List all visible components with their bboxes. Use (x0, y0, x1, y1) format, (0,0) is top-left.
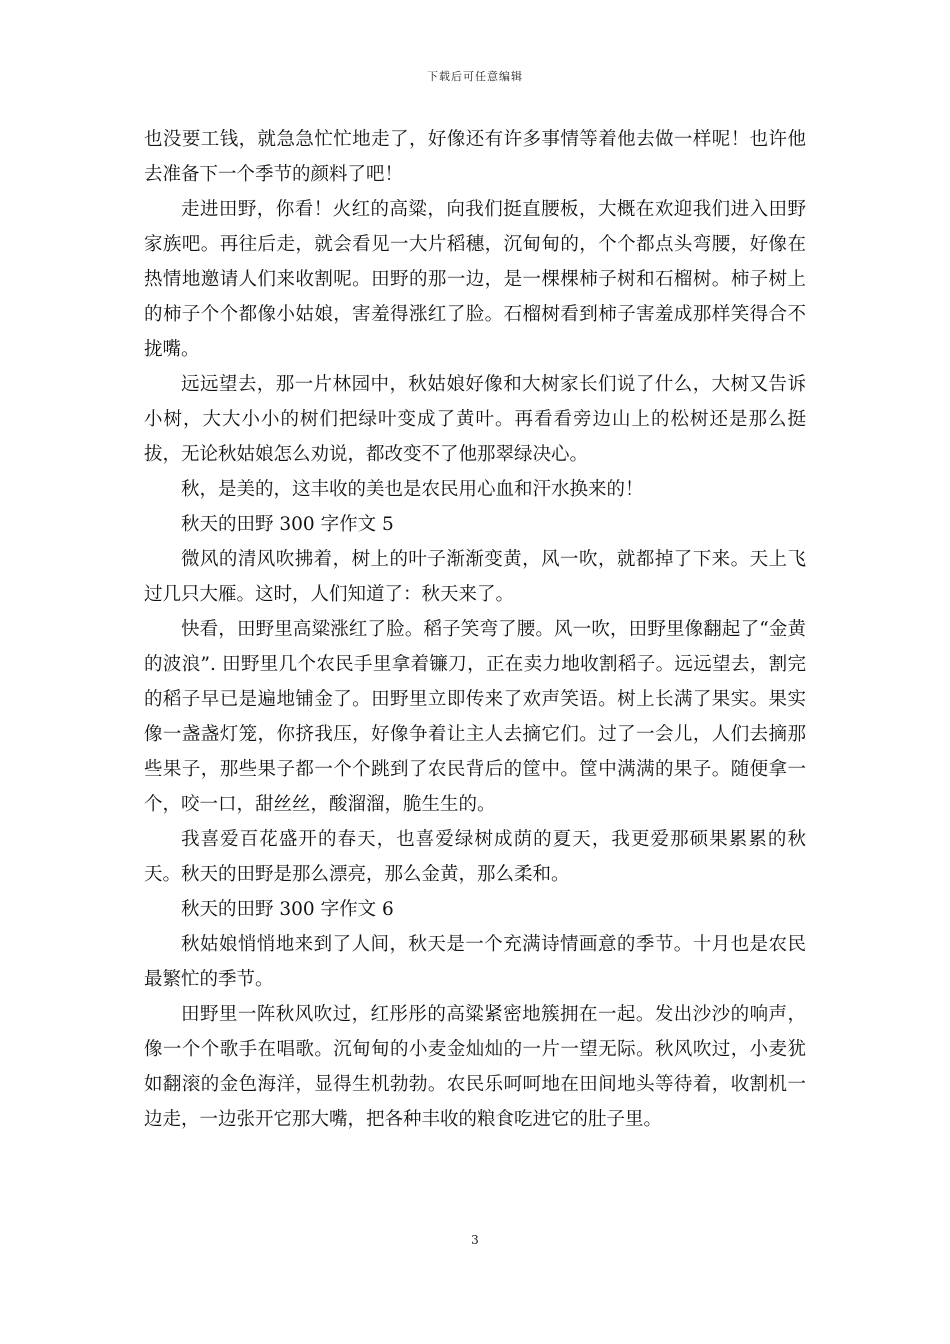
paragraph-8: 我喜爱百花盛开的春天，也喜爱绿树成荫的夏天，我更爱那硕果累累的秋天。秋天的田野是那么漂亮，那么金黄，那么柔和。 (144, 829, 806, 885)
paragraph-4: 秋，是美的，这丰收的美也是农民用心血和汗水换来的！ (181, 479, 644, 500)
paragraph-10: 秋姑娘悄悄地来到了人间，秋天是一个充满诗情画意的季节。十月也是农民最繁忙的季节。 (144, 934, 806, 990)
section-heading-5: 秋天的田野 300 字作文 5 (181, 514, 394, 535)
paragraph-1: 也没要工钱，就急急忙忙地走了，好像还有许多事情等着他去做一样呢！也许他去准备下一个季节的颜料了吧！ (144, 129, 806, 185)
paragraph-11: 田野里一阵秋风吹过，红彤彤的高粱紧密地簇拥在一起。发出沙沙的响声，像一个个歌手在唱歌。沉甸甸的小麦金灿灿的一片一望无际。秋风吹过，小麦犹如翻滚的金色海洋，显得生机勃勃。农民乐呵呵地在田间地头等待着，收割机一边走，一边张开它那大嘴，把各种丰收的粮食吃进它的肚子里。 (144, 1004, 806, 1130)
paragraph-3: 远远望去，那一片林园中，秋姑娘好像和大树家长们说了什么，大树又告诉小树，大大小小的树们把绿叶变成了黄叶。再看看旁边山上的松树还是那么挺拔，无论秋姑娘怎么劝说，都改变不了他那翠绿决心。 (144, 374, 806, 465)
page-header: 下载后可任意编辑 (427, 70, 523, 83)
document-body (144, 122, 806, 1137)
paragraph-6: 微风的清风吹拂着，树上的叶子渐渐变黄，风一吹，就都掉了下来。天上飞过几只大雁。这时，人们知道了：秋天来了。 (144, 549, 806, 605)
section-heading-6: 秋天的田野 300 字作文 6 (181, 899, 394, 920)
paragraph-2: 走进田野，你看！火红的高粱，向我们挺直腰板，大概在欢迎我们进入田野家族吧。再往后走，就会看见一大片稻穗，沉甸甸的，个个都点头弯腰，好像在热情地邀请人们来收割呢。田野的那一边，是一棵棵柿子树和石榴树。柿子树上的柿子个个都像小姑娘，害羞得涨红了脸。石榴树看到柿子害羞成那样笑得合不拢嘴。 (144, 199, 806, 360)
paragraph-7: 快看，田野里高粱涨红了脸。稻子笑弯了腰。风一吹，田野里像翻起了“金黄的波浪”. 田野里几个农民手里拿着镰刀，正在卖力地收割稻子。远远望去，割完的稻子早已是遍地铺金了。田野里立即传来了欢声笑语。树上长满了果实。果实像一盏盏灯笼，你挤我压，好像争着让主人去摘它们。过了一会儿，人们去摘那些果子，那些果子都一个个跳到了农民背后的筐中。筐中满满的果子。随便拿一个，咬一口，甜丝丝，酸溜溜，脆生生的。 (144, 619, 806, 815)
page-number: 3 (471, 1233, 479, 1247)
